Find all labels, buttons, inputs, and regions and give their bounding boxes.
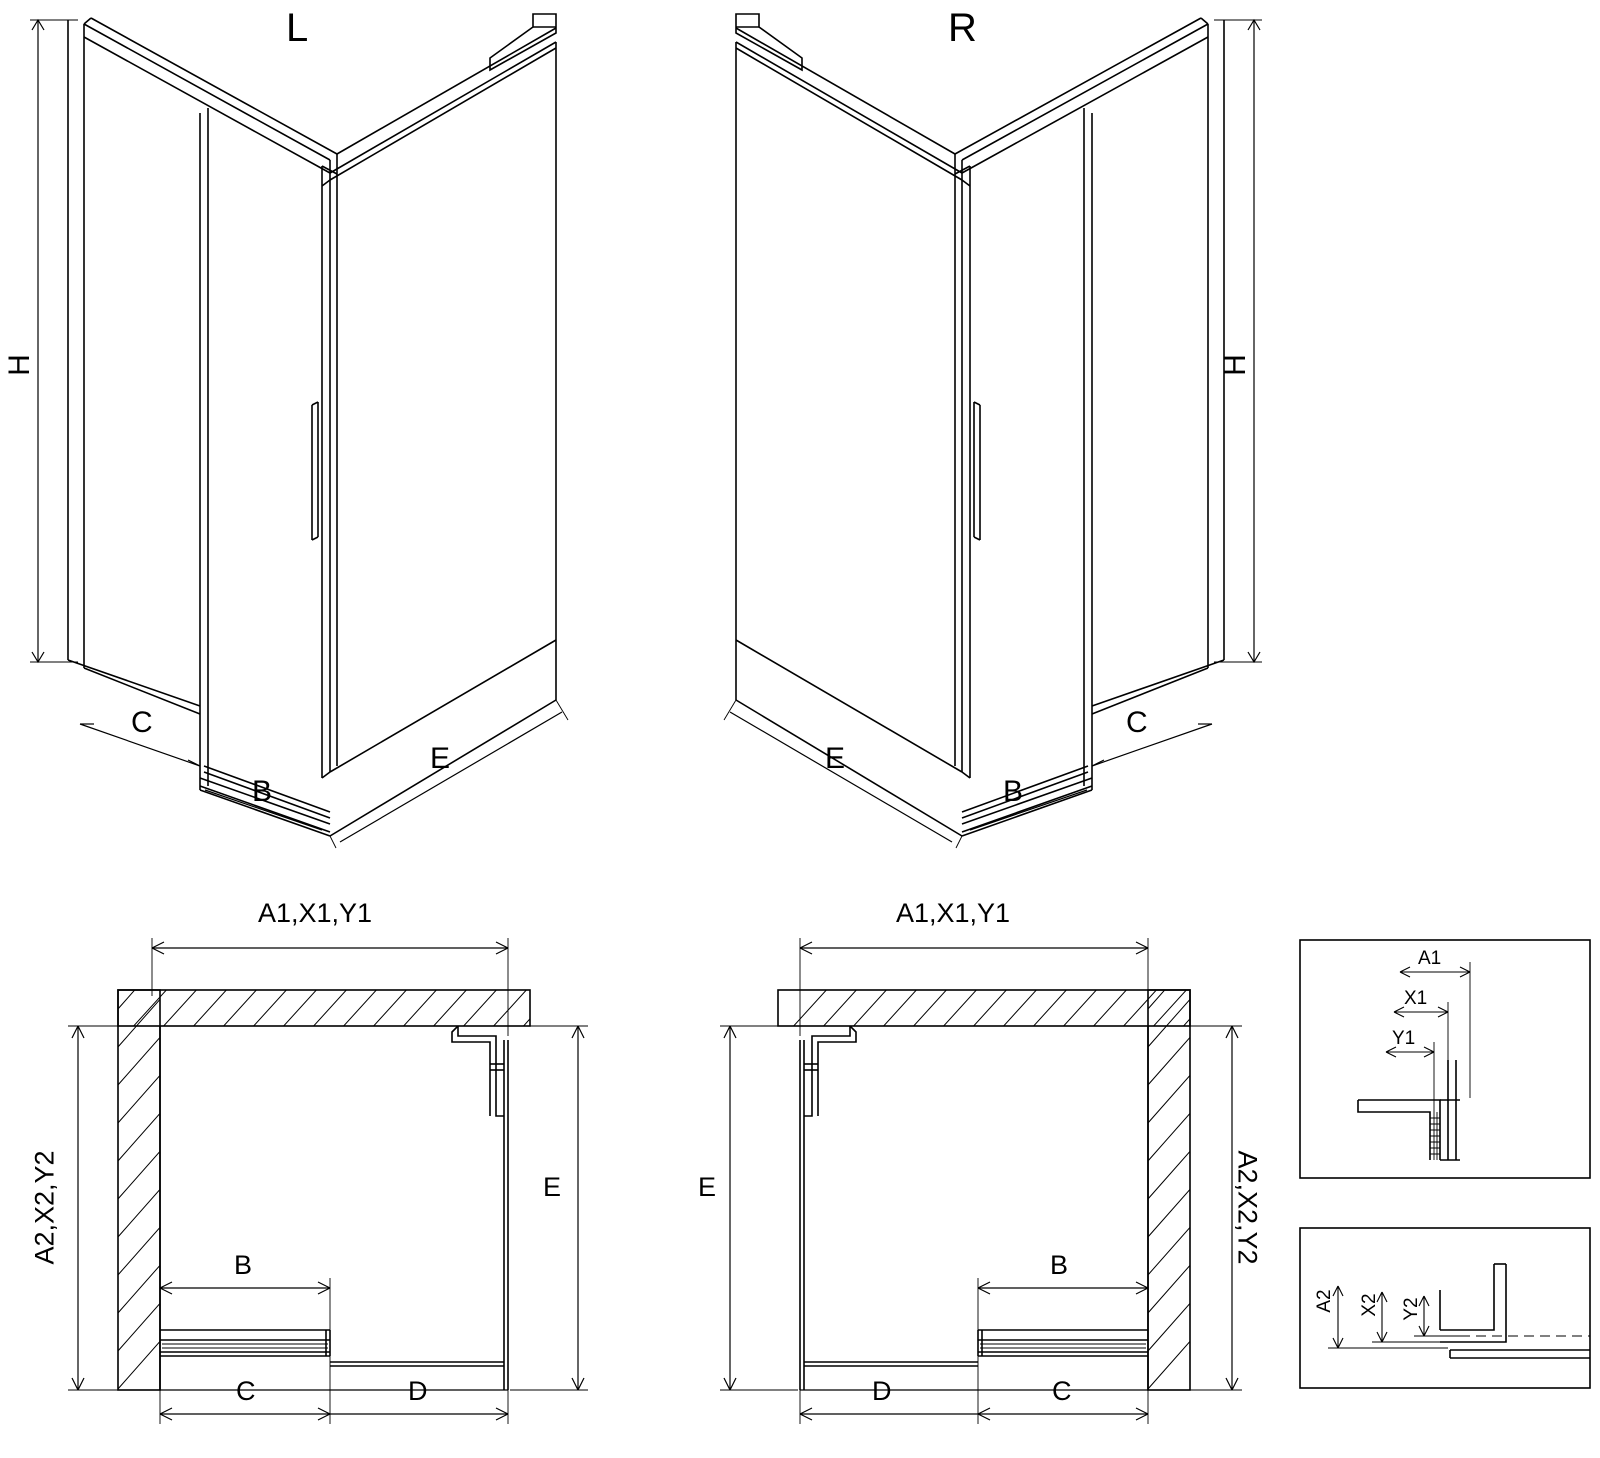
detail-top-a1-label: A1 bbox=[1418, 948, 1442, 969]
iso-left-c-label: C bbox=[131, 706, 153, 739]
plan-right-b-label: B bbox=[1050, 1250, 1069, 1280]
plan-right-c-label: C bbox=[1052, 1376, 1072, 1406]
plan-right-d-label: D bbox=[872, 1376, 892, 1406]
plan-left-c-label: C bbox=[236, 1376, 256, 1406]
title-right: R bbox=[948, 6, 977, 50]
plan-left-d-label: D bbox=[408, 1376, 428, 1406]
detail-top-y1-label: Y1 bbox=[1392, 1028, 1416, 1049]
plan-right-width-label: A1,X1,Y1 bbox=[896, 898, 1011, 928]
iso-left-height-label: H bbox=[3, 354, 36, 376]
plan-left-group bbox=[68, 938, 588, 1424]
iso-right-b-label: B bbox=[1003, 775, 1024, 808]
plan-left-b-label: B bbox=[234, 1250, 253, 1280]
iso-left-e-label: E bbox=[430, 742, 451, 775]
iso-left-group bbox=[30, 14, 568, 848]
detail-bottom-y2-label: Y2 bbox=[1401, 1297, 1422, 1321]
iso-right-e-label: E bbox=[825, 742, 846, 775]
detail-top-x1-label: X1 bbox=[1404, 988, 1428, 1009]
detail-top-group bbox=[1300, 940, 1590, 1178]
detail-bottom-group bbox=[1300, 1228, 1590, 1388]
plan-right-e-label: E bbox=[698, 1172, 717, 1202]
plan-right-depth-label: A2,X2,Y2 bbox=[1232, 1150, 1263, 1265]
plan-left-e-label: E bbox=[543, 1172, 562, 1202]
plan-left-depth-label: A2,X2,Y2 bbox=[29, 1150, 60, 1265]
iso-left-b-label: B bbox=[252, 775, 273, 808]
iso-right-group bbox=[724, 14, 1262, 848]
plan-left-width-label: A1,X1,Y1 bbox=[258, 898, 373, 928]
detail-bottom-x2-label: X2 bbox=[1359, 1293, 1380, 1317]
iso-right-c-label: C bbox=[1126, 706, 1148, 739]
iso-right-height-label: H bbox=[1219, 354, 1252, 376]
title-left: L bbox=[286, 6, 309, 50]
plan-right-group bbox=[720, 938, 1242, 1424]
detail-bottom-a2-label: A2 bbox=[1314, 1289, 1335, 1313]
